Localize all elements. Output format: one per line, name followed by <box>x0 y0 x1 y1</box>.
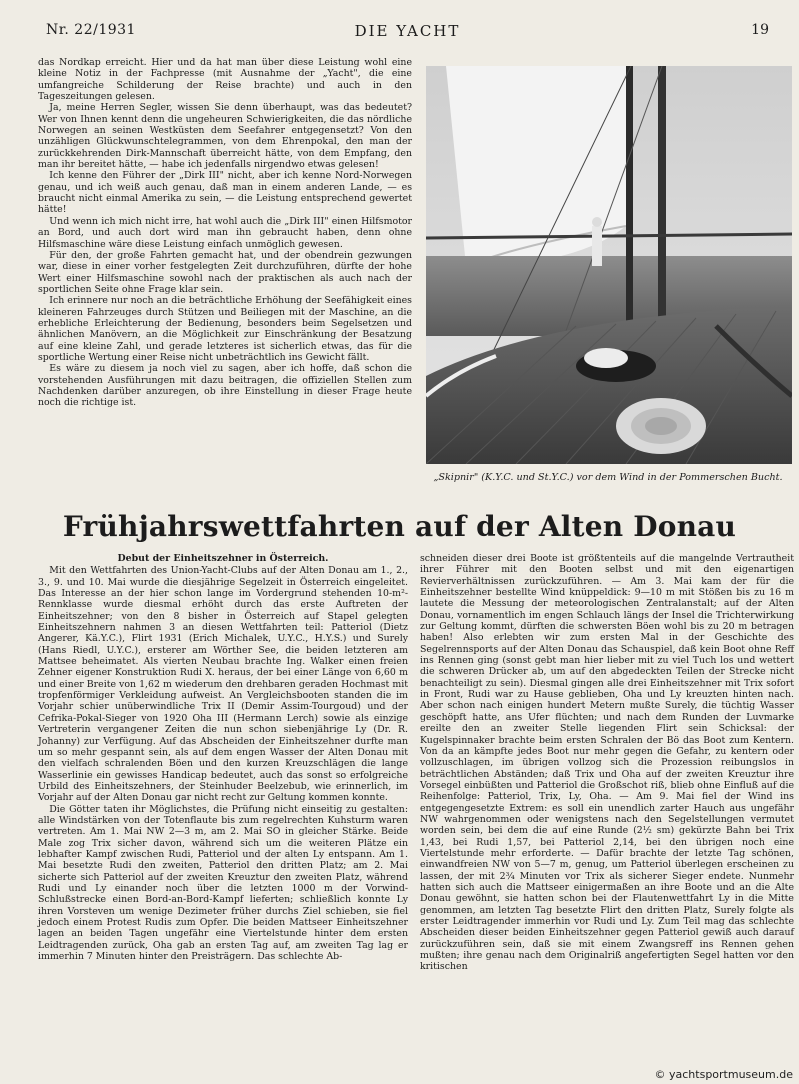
article-headline: Frühjahrswettfahrten auf der Alten Donau <box>62 510 737 543</box>
paragraph: Die Götter taten ihr Möglichstes, die Prüfung nicht einseitig zu gestalten: alle Windstärken von der Totenflaute bis zum regelrechten Kuhsturm waren vertreten. Am 1. Mai NW 2—3 m, am 2. Mai SO in gleicher Stärke. Beide Male zog Trix sicher davon, während sich um die weiteren Plätze ein lebhafter Kampf zwischen Rudi, Patteriol und der alten Ly entspann. Am 1. Mai besetzte Rudi den zweiten, Patteriol den dritten Platz; am 2. Mai sicherte sich Patteriol auf der zweiten Kreuztur den zweiten Platz, während Rudi und Ly einander noch über die letzten 1000 m der Vorwind-Schlußstrecke einen Bord-an-Bord-Kampf lieferten; schließlich konnte Ly ihren Vorsteven um wenige Dezimeter früher durchs Ziel schieben, sie fiel jedoch einem Protest Rudis zum Opfer. Die beiden Mattseer Einheitszehner lagen an beiden Tagen ungefähr eine Viertelstunde hinter dem ersten Leidtragenden zurück, Oha gab an ersten Tag auf, am zweiten Tag lag er immerhin 7 Minuten hinter den Preisträgern. Das schlechte Ab- <box>38 803 408 963</box>
paragraph: schneiden dieser drei Boote ist größtenteils auf die mangelnde Vertrautheit ihrer Führer mit den Booten selbst und mit den eigenartigen Revierverhältnissen zurückzuführen. — Am 3. Mai kam der für die Einheitszehner bestellte Wind knüppeldick: 9—10 m mit Stößen bis zu 16 m lautete die Messung der meteorologischen Zentralanstalt; auf der Alten Donau, vornamentlich im engen Schlauch längs der Insel die Trichterwirkung zur Geltung kommt, dürften die schwersten Böen wohl bis zu 20 m betragen haben! Also erlebten wir zum ersten Mal in der Geschichte des Segelrennsports auf der Alten Donau das Schauspiel, daß kein Boot ohne Reff ins Rennen ging (sonst gebt man hier lieber mit zu viel Tuch los und wettert die schweren Drücker ab, um auf den abgedeckten Teilen der Strecke nicht benachteiligt zu sein). Diesmal gingen alle drei Einheitszehner mit Trix sofort in Front, Rudi war zu Hause geblieben, Oha und Ly kreuzten hinten nach. Aber schon nach einigen hundert Metern mußte Surely, die tüchtig Wasser geschöpft hatte, ans Ufer flüchten; und nach dem Runden der Luvmarke ereilte den an zweiter Stelle liegenden Flirt sein Schicksal: der Kugelspinnaker brachte beim ersten Schralen der Bö das Boot zum Kentern. Von da an kämpfte jedes Boot nur mehr gegen die Gefahr, zu kentern oder vollzuschlagen, im übrigen vollzog sich die Prozession reibungslos in beträchtlichen Abständen; daß Trix und Oha auf der zweiten Kreuztur ihre Vorsegel einbüßten und Patteriol die Großschot riß, blieb ohne Einfluß auf die Reihenfolge: Patteriol, Trix, Ly, Oha. — Am 9. Mai fiel der Wind ins entgegengesetzte Extrem: es soll ein unendlich zarter Hauch aus ungefähr NW wahrgenommen oder wenigstens nach den Segelstellungen vermutet worden sein, bei dem die auf eine Runde (2½ sm) gekürzte Bahn bei Trix 1,43, bei Rudi 1,57, bei Patteriol 2,14, bei den übrigen noch eine Viertelstunde mehr erforderte. — Dafür brachte der letzte Tag schönen, einwandfreien NW von 5—7 m, genug, um Patteriol überlegen erscheinen zu lassen, der mit 2¾ Minuten vor Trix als sicherer Sieger endete. Nunmehr hatten sich auch die Mattseer einigermaßen an ihre Boote und an die Alte Donau gewöhnt, sie hatten schon bei der Flautenwettfahrt Ly in die Mitte genommen, am letzten Tag besetzte Flirt den dritten Platz, Surely folgte als erster Leidtragender immerhin vor Rudi und Ly. Zum Teil mag das schlechte Abscheiden dieser beiden Einheitszehner gegen Patteriol gewiß auch darauf zurückzuführen sein, daß sie mit einem Zwangsreff ins Rennen gehen mußten; ihre genau nach dem Originalriß angefertigten Segel hatten vor den kritischen <box>420 553 794 973</box>
paragraph: Ja, meine Herren Segler, wissen Sie denn überhaupt, was das bedeutet? Wer von Ihnen kennt denn die ungeheuren Schwierigkeiten, die das nördliche Norwegen an seinen Westküsten dem Seefahrer entgegensetzt? Von den unzähligen Glückwunschtelegrammen, von dem Ehrenpokal, den man der zurückkehrenden Dirk-Mannschaft überreicht hätte, von dem Empfang, den man ihr bereitet hätte, — habe ich jedenfalls nirgendwo etwas gelesen! <box>38 102 412 171</box>
source-watermark: © yachtsportmuseum.de <box>654 1068 793 1081</box>
paragraph: Ich erinnere nur noch an die beträchtliche Erhöhung der Seefähigkeit eines kleineren Fahrzeuges durch Stützen und Beiliegen mit der Maschine, an die erhebliche Erleichterung der Bedienung, besonders beim Segelsetzen und ähnlichen Manövern, an die Möglichkeit zur Einschränkung der Besatzung auf eine kleine Zahl, und gerade letzteres ist sicherlich etwas, das für die sportliche Wertung einer Reise nicht unbeträchtlich ins Gewicht fällt. <box>38 295 412 363</box>
article-left-column <box>38 553 408 962</box>
issue-number: Nr. 22/1931 <box>46 22 136 38</box>
paragraph: Für den, der große Fahrten gemacht hat, und der obendrein gezwungen war, diese in einer vorher festgelegten Zeit durchzuführen, dürfte der hohe Wert einer Hilfsmaschine sowohl nach der praktischen als auch nach der sportlichen Seite ohne Frage klar sein. <box>38 249 412 295</box>
article-right-column <box>420 553 794 973</box>
page-header <box>46 22 769 44</box>
article-subheading: Debut der Einheitszehner in Österreich. <box>117 553 329 564</box>
magazine-title: DIE YACHT <box>354 22 461 40</box>
paragraph: Mit den Wettfahrten des Union-Yacht-Clubs auf der Alten Donau am 1., 2., 3., 9. und 10. Mai wurde die diesjährige Segelzeit in Österreich eingeleitet. Das Interesse an der hier schon lange im Vordergrund stehenden 10-m²-Rennklasse wurde diesmal erhöht durch das erste Auftreten der Einheitszehner; von den 8 bisher in Österreich auf Stapel gelegten Einheitszehnern nahmen 3 an diesen Wettfahrten teil: Patteriol (Dietz Angerer, Kä.Y.C.), Flirt 1931 (Erich Michalek, U.Y.C., H.Y.S.) und Surely (Hans Riedl, U.Y.C.), ersterer am Wörther See, die beiden letzteren am Mattsee beheimatet. Als vierten Neubau brachte Ing. Walker einen freien Zehner eigener Konstruktion Rudi X. heraus, der bei einer Länge von 6,60 m und einer Breite von 1,62 m wiederum den drehbaren geraden Hochmast mit tropfenförmiger Verkleidung aufweist. An Vergleichsbooten standen die im Vorjahr schier unüberwindliche Trix II (Demir Assim-Tourgoud) und der Cefrika-Pokal-Sieger von 1920 Oha III (Hermann Lerch) sowie als einzige Vertreterin vergangener Zeiten die nun schon siebenjährige Ly (Dr. R. Johanny) zur Verfügung. Auf das Abscheiden der Einheitszehner durfte man um so mehr gespannt sein, als auf dem engen Wasser der Alten Donau mit den vielfach schralenden Böen und den kurzen Kreuzschlägen die lange Wasserlinie ein gewisses Handicap bedeutet, auch das sonst so erfolgreiche Urbild des Einheitszehners, der Steinhuder Beelzebub, wie erinnerlich, im Vorjahr auf der Alten Donau gar nicht recht zur Geltung kommen konnte. <box>38 565 408 804</box>
paragraph: das Nordkap erreicht. Hier und da hat man über diese Leistung wohl eine kleine Notiz in der Fachpresse (mit Ausnahme der „Yacht", die eine umfangreiche Schilderung der Reise brachte) und auch in den Tageszeitungen gelesen. <box>38 57 412 103</box>
paragraph: Es wäre zu diesem ja noch viel zu sagen, aber ich hoffe, daß schon die vorstehenden Ausführungen mit dazu beitragen, die offiziellen Stellen zum Nachdenken darüber anzuregen, ob ihre Einstellung in dieser Frage heute noch die richtige ist. <box>38 363 412 409</box>
yacht-photo-illustration <box>426 66 792 464</box>
top-left-column <box>38 57 412 409</box>
photo-caption: „Skipnir" (K.Y.C. und St.Y.C.) vor dem Wind in der Pommerschen Bucht. <box>433 472 783 483</box>
paragraph: Und wenn ich mich nicht irre, hat wohl auch die „Dirk III" einen Hilfsmotor an Bord, und auch dort wird man ihn gebraucht haben, denn ohne Hilfsmaschine wäre diese Leistung einfach unmöglich gewesen. <box>38 215 412 250</box>
page-number: 19 <box>751 22 769 38</box>
yacht-deck-photo <box>426 66 792 464</box>
paragraph: Ich kenne den Führer der „Dirk III" nicht, aber ich kenne Nord-Norwegen genau, und ich weiß auch genau, daß man in einem anderen Lande, — es braucht nicht einmal Amerika zu sein, — die Leistung entsprechend gewertet hätte! <box>38 170 412 216</box>
